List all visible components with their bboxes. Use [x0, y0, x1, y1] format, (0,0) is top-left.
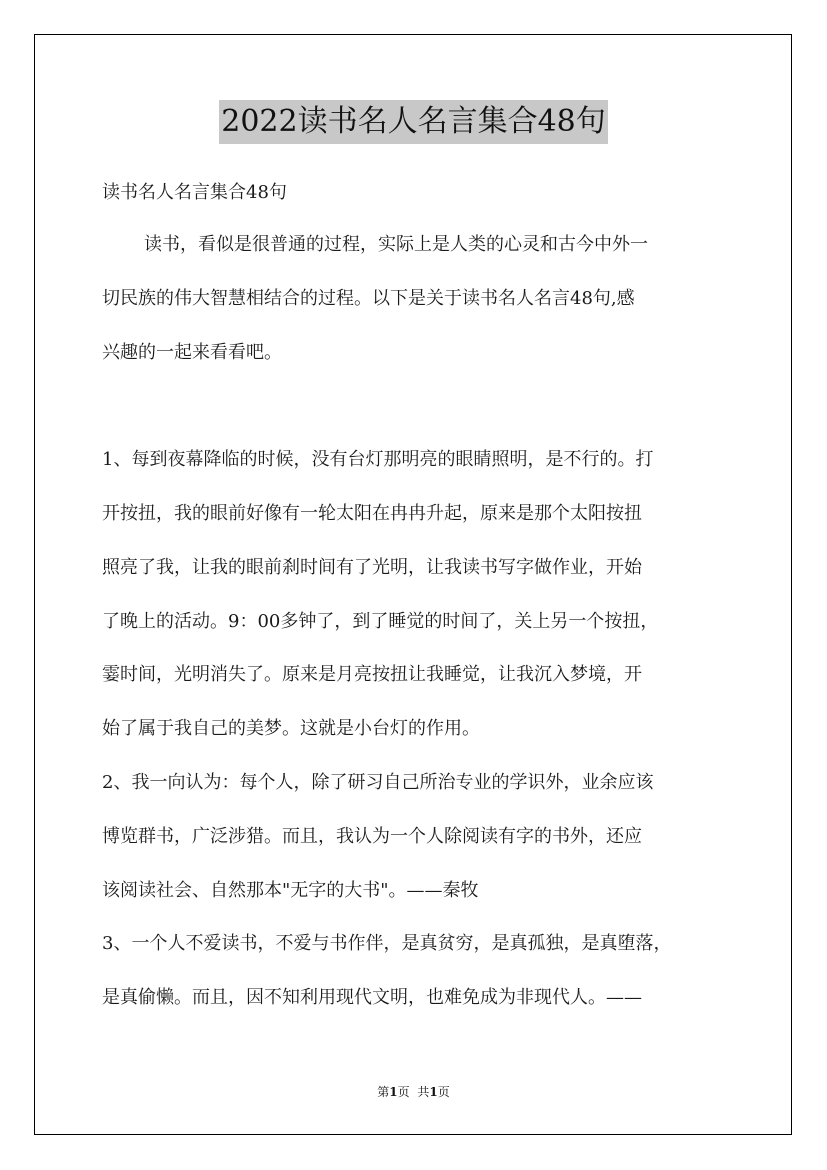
- page-number: 1: [389, 1085, 398, 1099]
- paragraph-line: 是真偷懒。而且，因不知利用现代文明，也难免成为非现代人。——: [102, 987, 642, 1009]
- total-label-suffix: 页: [437, 1085, 450, 1099]
- paragraph-line: 了晚上的活动。9：00多钟了，到了睡觉的时间了，关上另一个按扭，: [102, 610, 659, 632]
- paragraph-line: 开按扭，我的眼前好像有一轮太阳在冉冉升起，原来是那个太阳按扭: [102, 502, 642, 524]
- intro-line: 兴趣的一起来看看吧。: [102, 341, 282, 363]
- blank-line: [102, 379, 727, 433]
- quote-item-3: [102, 917, 727, 1025]
- page-footer: [0, 1083, 827, 1100]
- paragraph-line: 博览群书，广泛涉猎。而且，我认为一个人除阅读有字的书外，还应: [102, 825, 642, 847]
- paragraph-line: 1、每到夜幕降临的时候，没有台灯那明亮的眼睛照明，是不行的。打: [102, 449, 654, 471]
- page-label-prefix: 第: [377, 1085, 390, 1099]
- paragraph-line: 霎时间，光明消失了。原来是月亮按扭让我睡觉，让我沉入梦境，开: [102, 664, 642, 686]
- quote-item-2: [102, 756, 727, 917]
- paragraph-line: 该阅读社会、自然那本"无字的大书"。——秦牧: [102, 879, 479, 901]
- intro-line: 切民族的伟大智慧相结合的过程。以下是关于读书名人名言48句,感: [102, 287, 635, 309]
- title-container: [0, 100, 827, 144]
- quote-item-1: [102, 433, 727, 756]
- paragraph-line: 2、我一向认为：每个人，除了研习自己所治专业的学识外，业余应该: [102, 771, 654, 793]
- total-pages: 1: [429, 1085, 438, 1099]
- document-subtitle: 读书名人名言集合48句: [102, 182, 287, 203]
- paragraph-line: 3、一个人不爱读书，不爱与书作伴，是真贫穷，是真孤独，是真堕落，: [102, 933, 672, 955]
- page-label-suffix: 页: [397, 1085, 410, 1099]
- document-title: 2022读书名人名言集合48句: [219, 100, 608, 144]
- paragraph-line: 照亮了我，让我的眼前刹时间有了光明，让我读书写字做作业，开始: [102, 556, 642, 578]
- intro-paragraph: [102, 218, 727, 379]
- total-label-prefix: 共: [417, 1085, 430, 1099]
- document-body: [102, 168, 727, 1025]
- paragraph-line: 始了属于我自己的美梦。这就是小台灯的作用。: [102, 718, 480, 740]
- intro-line: 读书，看似是很普通的过程，实际上是人类的心灵和古今中外一: [144, 234, 648, 255]
